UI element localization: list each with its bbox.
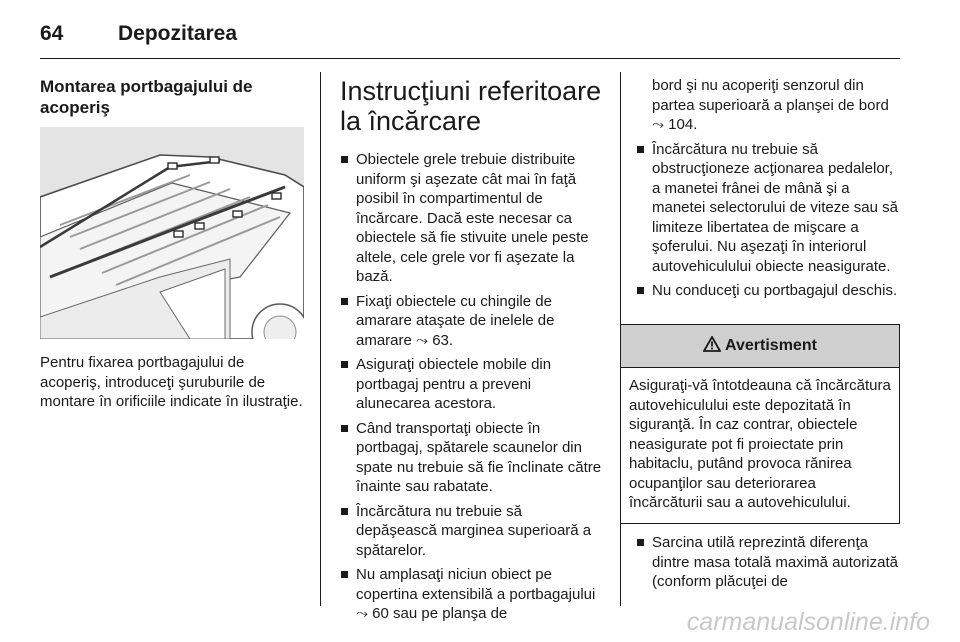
warning-triangle-icon [703,336,721,357]
page-number: 64 [40,22,64,45]
loading-instructions-list-continued [636,140,904,301]
list-item: Încărcătura nu trebuie să obstrucţioneze acţionarea pedalelor, a manetei frânei de mână şi a manetei selectorului de viteze sau să limiteze libertatea de mişcare a şoferului. Nu aşezaţi în interiorul autovehiculului obiecte neasigurate. [636,140,904,277]
page-section-title: Depozitarea [118,22,238,45]
column-3 [636,76,904,306]
column-1 [40,76,304,118]
van-roof-drawing [40,127,304,339]
list-item: Nu conduceţi cu portbagajul deschis. [636,281,904,301]
roof-rack-caption: Pentru fixarea portbagajului de acoperiş, introduceţi şuruburile de montare în orificiile indicate în ilustraţie. [40,354,303,410]
list-item: Obiectele grele trebuie distribuite uniform şi aşezate cât mai în faţă posibil în compartimentul de încărcare. Dacă este necesar ca obiectele să fie stivuite unele peste altele, cele grele vor fi aşezate la bază. [340,150,606,287]
column-divider [320,72,321,606]
list-item: Fixaţi obiectele cu chingile de amarare ataşate de inelele de amarare ⤳ 63. [340,292,606,351]
list-item: Asiguraţi obiectele mobile din portbagaj pentru a preveni alunecarea acestora. [340,355,606,414]
warning-box [620,324,900,524]
page-header [40,18,900,59]
warning-text: Asiguraţi-vă întotdeauna că încărcătura autovehiculului este depozitată în siguranţă. În caz contrar, obiectele neasigurate pot fi proiectate prin habitaclu, putând provoca rănirea ocupanţilor sau deteriorarea încărcăturii sau a autovehiculului. [629,377,891,511]
warning-title: Avertisment [725,337,817,354]
column-3-after-warning [636,533,904,597]
list-item: Când transportaţi obiecte în portbagaj, spătarele scaunelor din spate nu trebuie să fie înclinate către înainte sau rabatate. [340,419,606,497]
list-item: Nu amplasaţi niciun obiect pe copertina extensibilă a portbagajului ⤳ 60 sau pe planşa de [340,565,606,624]
watermark: carmanualsonline.info [686,608,930,636]
loading-instructions-heading: Instrucţiuni referitoare la încărcare [340,76,602,136]
continued-text: bord şi nu acoperiţi senzorul din partea superioară a planşei de bord ⤳ 104. [652,77,889,133]
payload-list [636,533,904,592]
list-item: Sarcina utilă reprezintă diferenţa dintre masa totală maximă autorizată (conform plăcuţei de [636,533,904,592]
loading-instructions-list [340,150,606,624]
roof-rack-illustration [40,127,304,339]
warning-header [621,325,899,368]
roof-rack-heading: Montarea portbagajului de acoperiş [40,77,253,117]
column-2 [340,76,606,629]
list-item: Încărcătura nu trebuie să depăşească marginea superioară a spătarelor. [340,502,606,561]
